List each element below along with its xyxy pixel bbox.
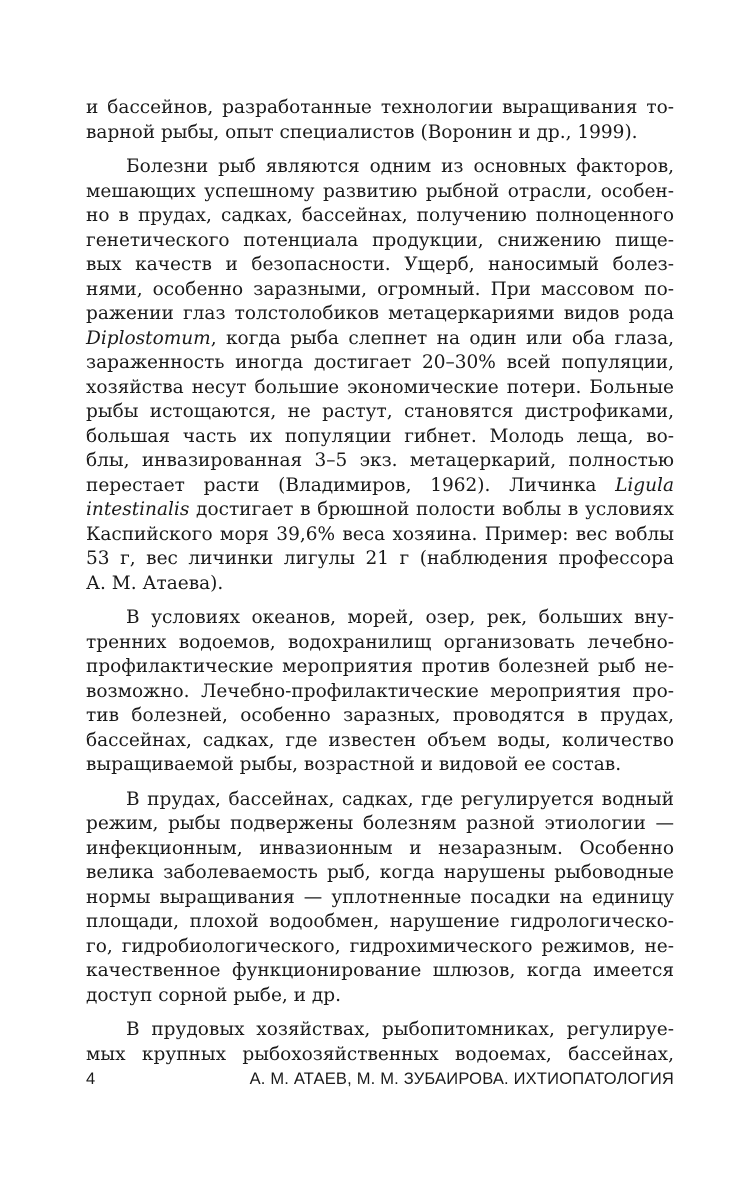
text-line: А. М. Атаева).: [86, 572, 224, 594]
text-line: велика заболеваемость рыб, когда нарушены рыбоводные: [86, 862, 674, 883]
text-line: профилактические мероприятия против болезней рыб не-: [86, 656, 674, 677]
text-line: площади, плохой водообмен, нарушение гидрологическо-: [86, 911, 674, 932]
text-line: нормы выращивания — уплотненные посадки на единицу: [86, 886, 674, 908]
paragraph-1: [86, 96, 674, 145]
text-line: Каспийского моря 39,6% веса хозяина. Пример: вес воблы: [86, 523, 674, 545]
text-line: тренних водоемов, водохранилищ организовать лечебно-: [86, 631, 674, 653]
text-line: перестает расти (Владимиров, 1962). Личинка Ligula: [86, 474, 674, 496]
text-line: бассейнах, садках, где известен объем воды, количество: [86, 729, 674, 751]
text-line: и бассейнов, разработанные технологии выращивания то-: [86, 97, 674, 118]
text-line: мых крупных рыбохозяйственных водоемах, бассейнах,: [86, 1043, 674, 1065]
text-line: ражении глаз толстолобиков метацеркариями видов рода: [86, 303, 674, 324]
text-line: инфекционным, инвазионным и незаразным. Особенно: [86, 837, 674, 859]
text-line: варной рыбы, опыт специалистов (Воронин и др., 1999).: [86, 121, 638, 143]
text-line: рыбы истощаются, не растут, становятся дистрофиками,: [86, 401, 674, 422]
page-number: 4: [86, 1070, 96, 1088]
book-page-body: [86, 96, 674, 1077]
text-line: качественное функционирование шлюзов, когда имеется: [86, 960, 674, 981]
text-line: вых качеств и безопасности. Ущерб, наносимый болез-: [86, 254, 674, 275]
text-line: выращиваемой рыбы, возрастной и видовой ее состав.: [86, 754, 622, 775]
paragraph-2: [86, 155, 674, 596]
paragraph-4: [86, 788, 674, 1009]
text-line: хозяйства несут большие экономические потери. Больные: [86, 376, 674, 398]
text-line: большая часть их популяции гибнет. Молодь леща, во-: [86, 425, 674, 447]
running-title: А. М. АТАЕВ, М. М. ЗУБАИРОВА. ИХТИОПАТОЛОГИЯ: [249, 1070, 674, 1088]
text-line: нями, особенно заразными, огромный. При массовом по-: [86, 278, 674, 300]
text-line: Болезни рыб являются одним из основных факторов,: [126, 156, 674, 177]
text-line: тив болезней, особенно заразных, проводятся в прудах,: [86, 705, 674, 726]
paragraph-5: [86, 1018, 674, 1067]
text-line: зараженность иногда достигает 20–30% всей популяции,: [86, 352, 674, 373]
text-line: генетического потенциала продукции, снижению пище-: [86, 229, 674, 251]
text-line: В прудовых хозяйствах, рыбопитомниках, регулируе-: [126, 1019, 674, 1040]
text-line: В прудах, бассейнах, садках, где регулируется водный: [126, 788, 674, 810]
text-line: го, гидробиологического, гидрохимического режимов, не-: [86, 935, 674, 957]
text-line: В условиях океанов, морей, озер, рек, больших вну-: [126, 607, 674, 628]
text-line: доступ сорной рыбе, и др.: [86, 984, 341, 1006]
paragraph-3: [86, 606, 674, 778]
text-line: режим, рыбы подвержены болезням разной этиологии —: [86, 813, 674, 834]
text-line: Diplostomum, когда рыба слепнет на один или оба глаза,: [86, 327, 674, 349]
text-line: блы, инвазированная 3–5 экз. метацеркарий, полностью: [86, 450, 674, 471]
text-line: 53 г, вес личинки лигулы 21 г (наблюдения профессора: [86, 548, 674, 569]
text-line: intestinalis достигает в брюшной полости воблы в условиях: [86, 499, 674, 520]
text-line: возможно. Лечебно-профилактические мероприятия про-: [86, 680, 674, 702]
page-footer: [86, 1070, 674, 1094]
text-line: мешающих успешному развитию рыбной отрасли, особен-: [86, 180, 674, 202]
text-line: но в прудах, садках, бассейнах, получению полноценного: [86, 205, 674, 226]
